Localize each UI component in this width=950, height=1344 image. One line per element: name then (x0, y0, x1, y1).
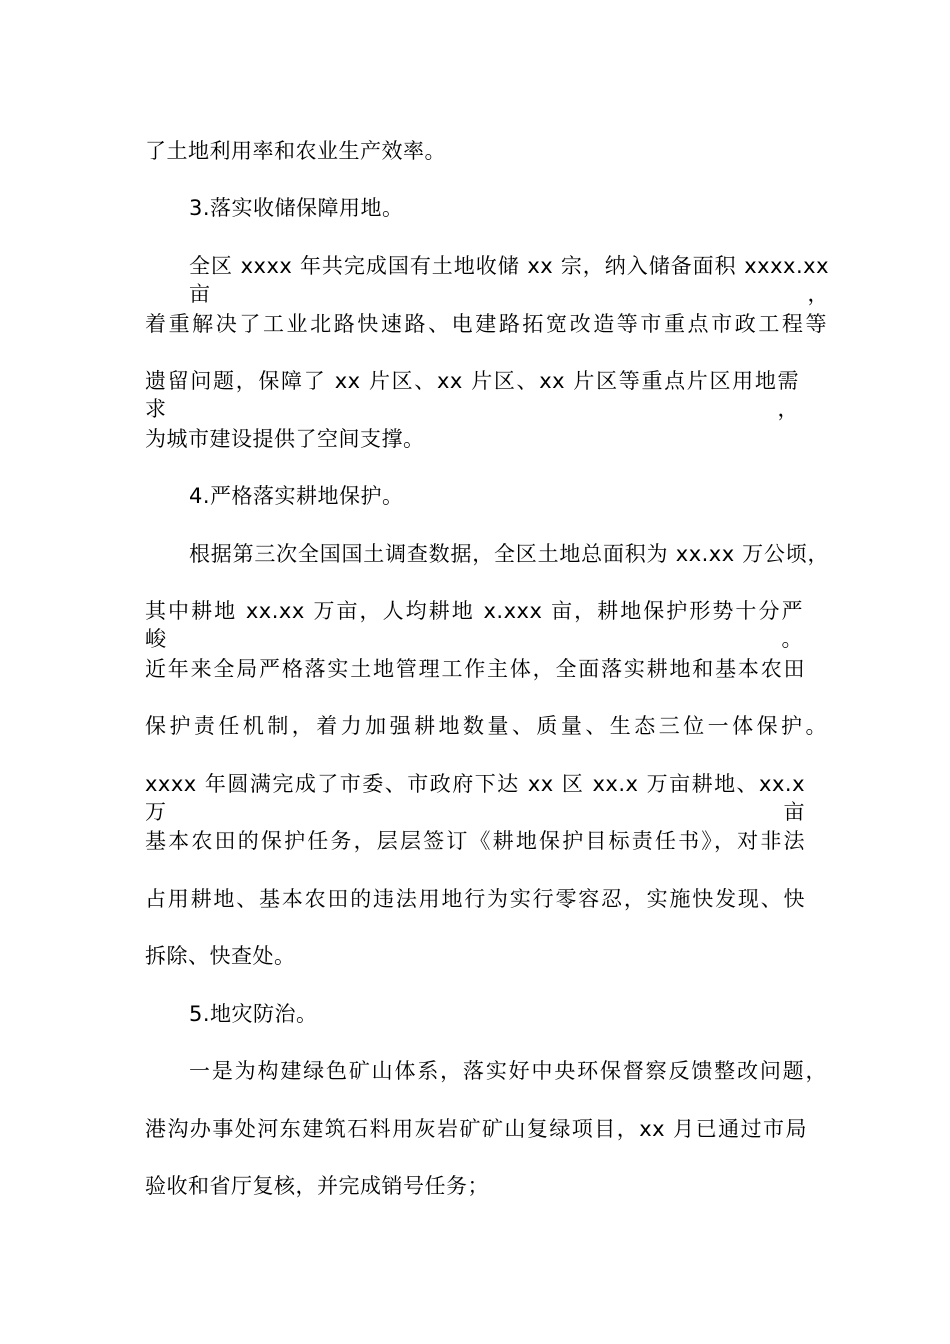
text-line: 遗留问题，保障了 xx 片区、xx 片区、xx 片区等重点片区用地需求， (145, 369, 799, 421)
text-line: 一是为构建绿色矿山体系，落实好中央环保督察反馈整改问题， (189, 1059, 827, 1083)
text-line: 基本农田的保护任务，层层签订《耕地保护目标责任书》，对非法 (145, 829, 805, 853)
text-line: xxxx 年圆满完成了市委、市政府下达 xx 区 xx.x 万亩耕地、xx.x 万亩 (145, 772, 805, 824)
text-line: 占用耕地、基本农田的违法用地行为实行零容忍，实施快发现、快 (145, 887, 805, 911)
text-line: 全区 xxxx 年共完成国有土地收储 xx 宗，纳入储备面积 xxxx.xx 亩， (189, 254, 829, 306)
text-line: 保护责任机制，着力加强耕地数量、质量、生态三位一体保护。 (145, 714, 827, 738)
text-line: 验收和省厅复核，并完成销号任务； (145, 1174, 489, 1198)
text-line: 为城市建设提供了空间支撑。 (145, 427, 425, 451)
text-line: 根据第三次全国国土调查数据，全区土地总面积为 xx.xx 万公顷， (189, 542, 829, 566)
text-line: 了土地利用率和农业生产效率。 (145, 139, 446, 163)
text-line: 拆除、快查处。 (145, 944, 296, 968)
section-heading: 3.落实收储保障用地。 (189, 196, 404, 220)
text-line: 港沟办事处河东建筑石料用灰岩矿矿山复绿项目，xx 月已通过市局 (145, 1117, 807, 1141)
text-line: 着重解决了工业北路快速路、电建路拓宽改造等市重点市政工程等 (145, 312, 827, 336)
section-heading: 4.严格落实耕地保护。 (189, 484, 404, 508)
text-line: 近年来全局严格落实土地管理工作主体，全面落实耕地和基本农田 (145, 657, 805, 681)
text-line: 其中耕地 xx.xx 万亩，人均耕地 x.xxx 亩，耕地保护形势十分严峻。 (145, 599, 803, 651)
section-heading: 5.地灾防治。 (189, 1002, 318, 1026)
